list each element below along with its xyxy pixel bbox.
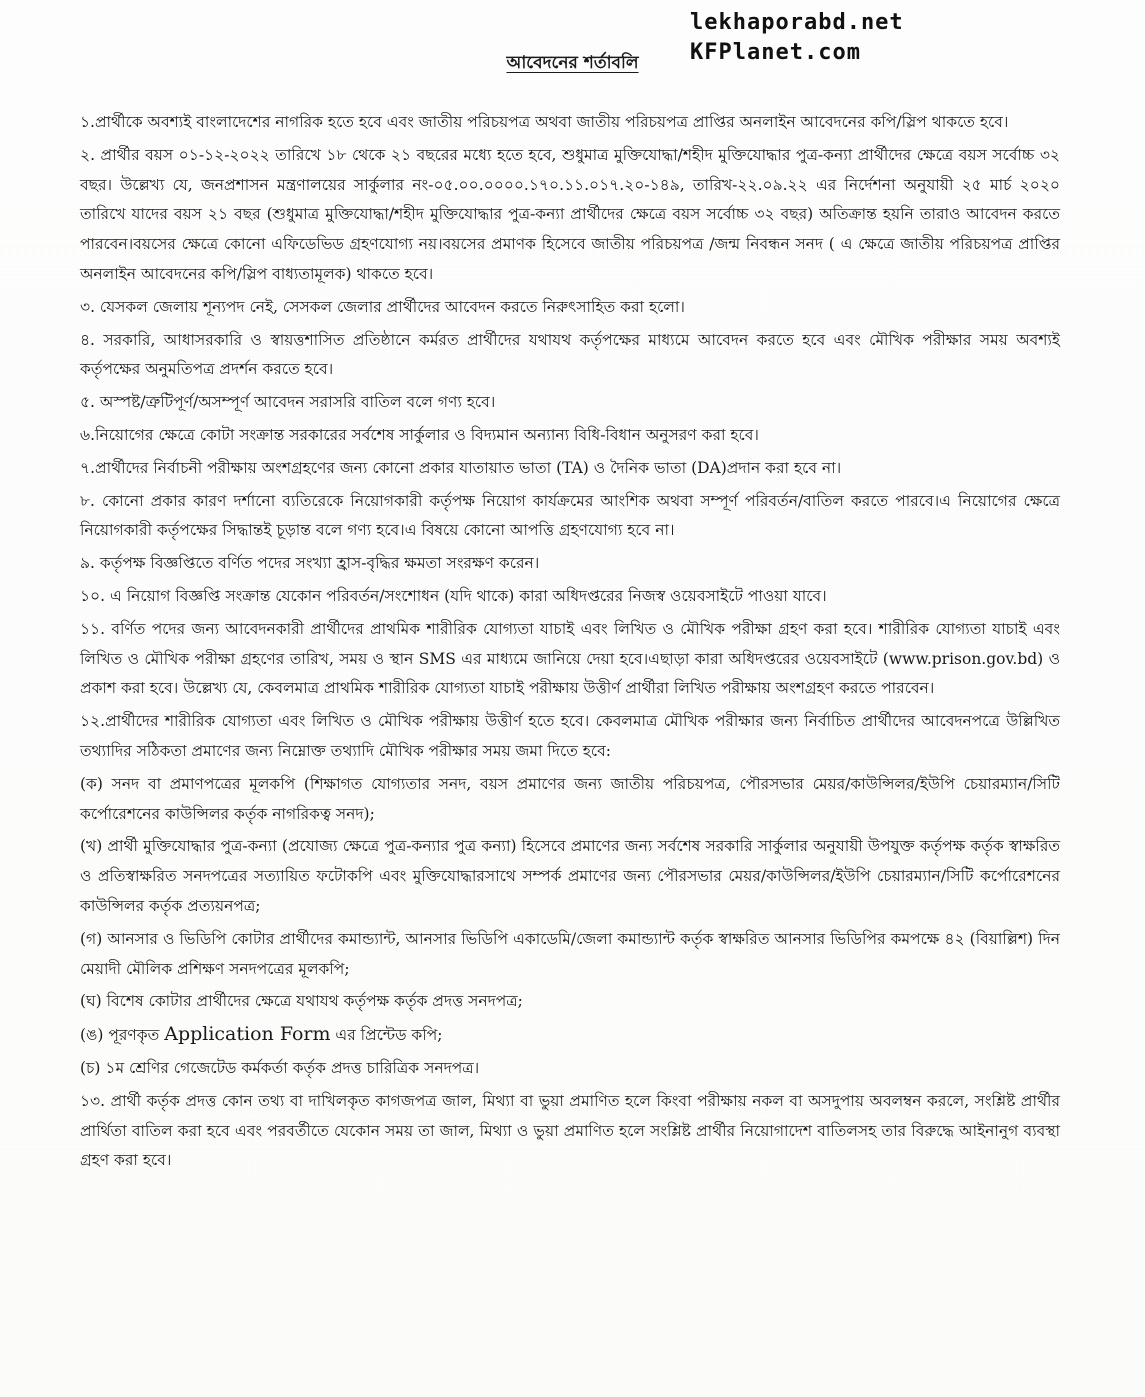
condition-7: ৭.প্রার্থীদের নির্বাচনী পরীক্ষায় অংশগ্রহণের জন্য কোনো প্রকার যাতায়াত ভাতা (TA) ও দৈনিক ভাতা (DA)প্রদান করা হবে না।	[80, 458, 842, 477]
condition-4: ৪. সরকারি, আধাসরকারি ও স্বায়ত্তশাসিত প্রতিষ্ঠানে কর্মরত প্রার্থীদের যথাযথ কর্তৃপক্ষের মাধ্যমে আবেদন করতে হবে এবং মৌখিক পরীক্ষার সময় অবশ্যই কর্তৃপক্ষের অনুমতিপত্র প্রদর্শন করতে হবে।	[80, 330, 1060, 379]
document-item-kha: (খ) প্রার্থী মুক্তিযোদ্ধার পুত্র-কন্যা (প্রযোজ্য ক্ষেত্রে পুত্র-কন্যার পুত্র কন্যা) হিসেবে প্রমাণের জন্য সর্বশেষ সরকারি সার্কুলার অনুযায়ী উপযুক্ত কর্তৃপক্ষ কর্তৃক স্বাক্ষরিত ও প্রতিস্বাক্ষরিত সনদপত্রের সত্যায়িত ফটোকপি এবং মুক্তিযোদ্ধারসাথে সম্পর্ক প্রমাণের জন্য পৌরসভার মেয়র/কাউন্সিলর/ইউপি চেয়ারম্যান/সিটি কর্পোরেশনের কাউন্সিলর কর্তৃক প্রত্যয়নপত্র;	[80, 837, 1060, 915]
condition-6: ৬.নিয়োগের ক্ষেত্রে কোটা সংক্রান্ত সরকারের সর্বশেষ সার্কুলার ও বিদ্যমান অন্যান্য বিধি-বিধান অনুসরণ করা হবে।	[80, 425, 759, 444]
condition-5: ৫. অস্পষ্ট/ত্রুটিপূর্ণ/অসম্পূর্ণ আবেদন সরাসরি বাতিল বলে গণ্য হবে।	[80, 393, 496, 412]
condition-12: ১২.প্রার্থীদের শারীরিক যোগ্যতা এবং লিখিত ও মৌখিক পরীক্ষায় উত্তীর্ণ হতে হবে। কেবলমাত্র মৌখিক পরীক্ষার জন্য নির্বাচিত প্রার্থীদের আবেদনপত্রে উল্লিখিত তথ্যাদির সঠিকতা প্রমাণের জন্য নিম্নোক্ত তথ্যাদি মৌখিক পরীক্ষার সময় জমা দিতে হবে:	[80, 712, 1060, 760]
page-title	[0, 50, 1145, 78]
condition-1: ১.প্রার্থীকে অবশ্যই বাংলাদেশের নাগরিক হতে হবে এবং জাতীয় পরিচয়পত্র অথবা জাতীয় পরিচয়পত্র প্রাপ্তির অনলাইন আবেদনের কপি/স্লিপ থাকতে হবে।	[80, 113, 1009, 131]
condition-2: ২. প্রার্থীর বয়স ০১-১২-২০২২ তারিখে ১৮ থেকে ২১ বছরের মধ্যে হতে হবে, শুধুমাত্র মুক্তিযোদ্ধা/শহীদ মুক্তিযোদ্ধার পুত্র-কন্যা প্রার্থীদের ক্ষেত্রে বয়স সর্বোচ্চ ৩২ বছর। উল্লেখ্য যে, জনপ্রশাসন মন্ত্রণালয়ের সার্কুলার নং-০৫.০০.০০০০.১৭০.১১.০১৭.২০-১৪৯, তারিখ-২২.০৯.২২ এর নির্দেশনা অনুযায়ী ২৫ মার্চ ২০২০ তারিখে যাদের বয়স ২১ বছর (শুধুমাত্র মুক্তিযোদ্ধা/শহীদ মুক্তিযোদ্ধার পুত্র-কন্যা প্রার্থীদের ক্ষেত্রে বয়স সর্বোচ্চ ৩২ বছর) অতিক্রান্ত হয়নি তারাও আবেদন করতে পারবেন।বয়সের ক্ষেত্রে কোনো এফিডেভিড গ্রহণযোগ্য নয়।বয়সের প্রমাণক হিসেবে জাতীয় পরিচয়পত্র /জন্ম নিবন্ধন সনদ ( এ ক্ষেত্রে জাতীয় পরিচয়পত্র প্রাপ্তির অনলাইন আবেদনের কপি/স্লিপ বাধ্যতামূলক) থাকতে হবে।	[80, 145, 1060, 283]
document-item-uo-suffix: এর প্রিন্টেড কপি;	[330, 1026, 443, 1045]
condition-11: ১১. বর্ণিত পদের জন্য আবেদনকারী প্রার্থীদের প্রাথমিক শারীরিক যোগ্যতা যাচাই এবং লিখিত ও মৌখিক পরীক্ষা গ্রহণ করা হবে। শারীরিক যোগ্যতা যাচাই এবং লিখিত ও মৌখিক পরীক্ষা গ্রহণের তারিখ, সময় ও স্থান SMS এর মাধ্যমে জানিয়ে দেয়া হবে।এছাড়া কারা অধিদপ্তরের ওয়েবসাইটে (www.prison.gov.bd) ও প্রকাশ করা হবে। উল্লেখ্য যে, কেবলমাত্র প্রাথমিক শারীরিক যোগ্যতা যাচাই পরীক্ষায় উত্তীর্ণ প্রার্থীরা লিখিত পরীক্ষায় অংশগ্রহণ করতে পারবেন।	[80, 619, 1060, 698]
document-item-uo	[80, 1020, 1060, 1051]
watermark-line-1: lekhaporabd.net	[690, 10, 904, 35]
condition-10: ১০. এ নিয়োগ বিজ্ঞপ্তি সংক্রান্ত যেকোন পরিবর্তন/সংশোধন (যদি থাকে) কারা অধিদপ্তরের নিজস্ব ওয়েবসাইটে পাওয়া যাবে।	[80, 586, 827, 605]
conditions-body	[80, 108, 1060, 1179]
condition-13: ১৩. প্রার্থী কর্তৃক প্রদত্ত কোন তথ্য বা দাখিলকৃত কাগজপত্র জাল, মিথ্যা বা ভুয়া প্রমাণিত হলে কিংবা পরীক্ষায় নকল বা অসদুপায় অবলম্বন করলে, সংশ্লিষ্ট প্রার্থীর প্রার্থিতা বাতিল করা হবে এবং পরবর্তীতে যেকোন সময় তা জাল, মিথ্যা ও ভুয়া প্রমাণিত হলে সংশ্লিষ্ট প্রার্থীর নিয়োগাদেশ বাতিলসহ তার বিরুদ্ধে আইনানুগ ব্যবস্থা গ্রহণ করা হবে।	[80, 1091, 1060, 1170]
document-item-gha: (ঘ) বিশেষ কোটার প্রার্থীদের ক্ষেত্রে যথাযথ কর্তৃপক্ষ কর্তৃক প্রদত্ত সনদপত্র;	[80, 992, 523, 1011]
application-form-label: Application Form	[164, 1023, 331, 1046]
document-item-ka: (ক) সনদ বা প্রমাণপত্রের মূলকপি (শিক্ষাগত যোগ্যতার সনদ, বয়স প্রমাণের জন্য জাতীয় পরিচয়পত্র, পৌরসভার মেয়র/কাউন্সিলর/ইউপি চেয়ারম্যান/সিটি কর্পোরেশনের কাউন্সিলর কর্তৃক নাগরিকত্ব সনদ);	[80, 774, 1060, 823]
condition-8: ৮. কোনো প্রকার কারণ দর্শানো ব্যতিরেকে নিয়োগকারী কর্তৃপক্ষ নিয়োগ কার্যক্রমের আংশিক অথবা সম্পূর্ণ পরিবর্তন/বাতিল করতে পারবে।এ নিয়োগের ক্ষেত্রে নিয়োগকারী কর্তৃপক্ষের সিদ্ধান্তই চূড়ান্ত বলে গণ্য হবে।এ বিষয়ে কোনো আপত্তি গ্রহণযোগ্য হবে না।	[80, 491, 1060, 540]
document-item-uo-prefix: (ঙ) পূরণকৃত	[80, 1026, 165, 1045]
condition-9: ৯. কর্তৃপক্ষ বিজ্ঞপ্তিতে বর্ণিত পদের সংখ্যা হ্রাস-বৃদ্ধির ক্ষমতা সংরক্ষণ করেন।	[80, 554, 540, 573]
document-item-ga: (গ) আনসার ও ভিডিপি কোটার প্রার্থীদের কমান্ড্যান্ট, আনসার ভিডিপি একাডেমি/জেলা কমান্ড্যান্ট কর্তৃক স্বাক্ষরিত আনসার ভিডিপির কমপক্ষে ৪২ (বিয়াল্লিশ) দিন মেয়াদী মৌলিক প্রশিক্ষণ সনদপত্রের মূলকপি;	[80, 929, 1060, 978]
page-title-text: আবেদনের শর্তাবলি	[506, 53, 639, 73]
document-item-cha: (চ) ১ম শ্রেণির গেজেটেড কর্মকর্তা কর্তৃক প্রদত্ত চারিত্রিক সনদপত্র।	[80, 1058, 480, 1077]
watermark-line-2: KFPlanet.com	[690, 40, 861, 65]
condition-3: ৩. যেসকল জেলায় শূন্যপদ নেই, সেসকল জেলার প্রার্থীদের আবেদন করতে নিরুৎসাহিত করা হলো।	[80, 297, 685, 316]
